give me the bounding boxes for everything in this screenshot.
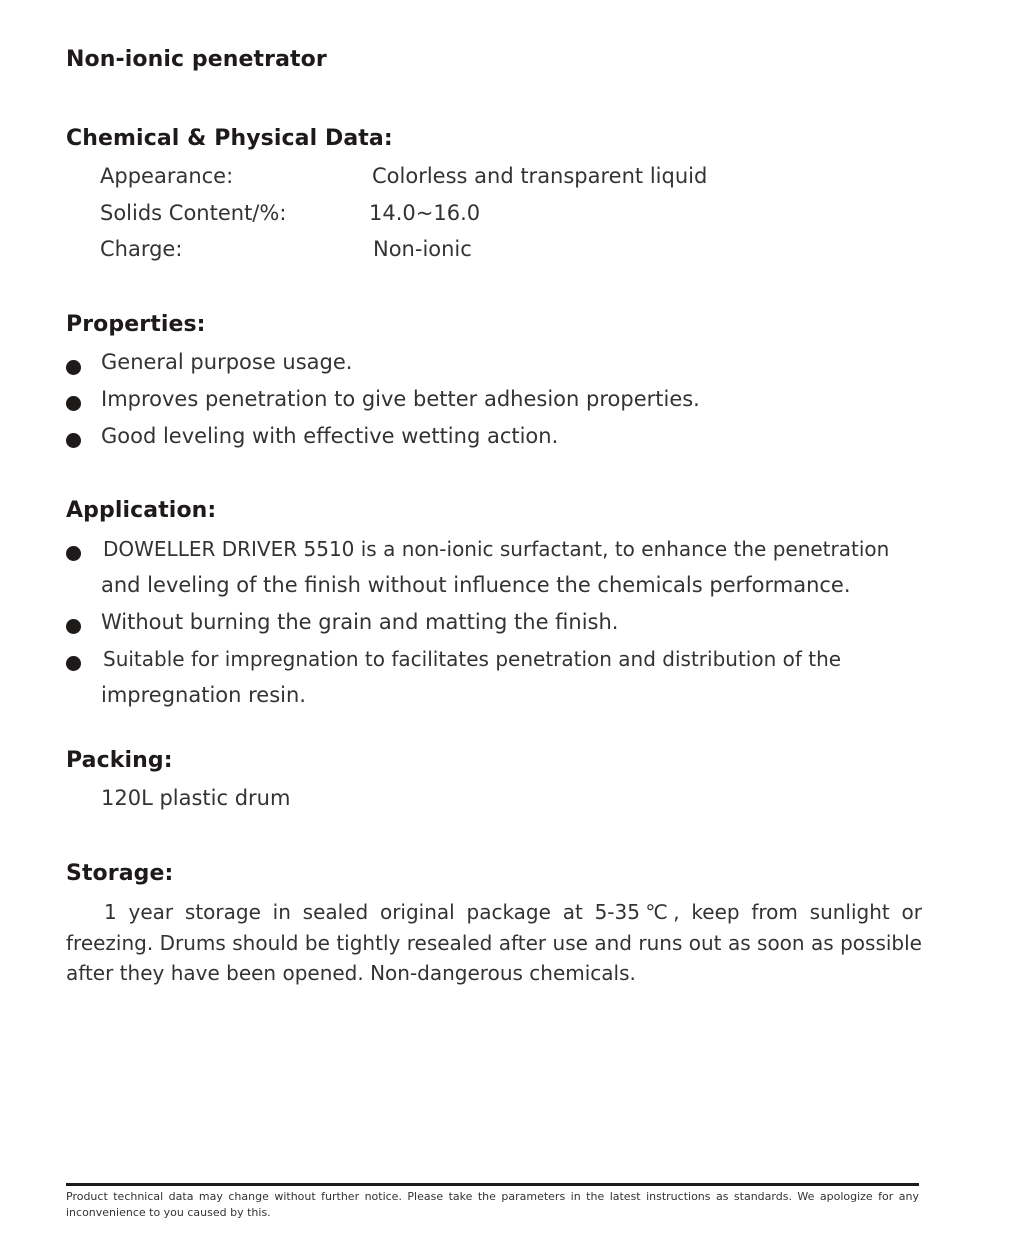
charge-value: Non-ionic — [373, 237, 472, 261]
application-item-line: impregnation resin. — [101, 683, 306, 707]
application-item-line: Suitable for impregnation to facilitates penetration and distribution of the — [103, 647, 842, 671]
chemical-physical-heading: Chemical & Physical Data: — [66, 126, 393, 151]
packing-text: 120L plastic drum — [101, 786, 291, 810]
appearance-value: Colorless and transparent liquid — [372, 164, 708, 188]
bullet-icon — [66, 619, 81, 634]
solids-content-value: 14.0~16.0 — [369, 201, 481, 225]
bullet-icon — [66, 396, 81, 411]
product-type-title: Non-ionic penetrator — [66, 47, 327, 72]
solids-content-label: Solids Content/%: — [100, 201, 287, 225]
application-heading: Application: — [66, 498, 217, 523]
packing-heading: Packing: — [66, 748, 173, 773]
property-item: Improves penetration to give better adhesion properties. — [101, 387, 700, 411]
appearance-label: Appearance: — [100, 164, 234, 188]
properties-heading: Properties: — [66, 312, 206, 337]
application-item-line: DOWELLER DRIVER 5510 is a non-ionic surfactant, to enhance the penetration — [103, 537, 890, 561]
bullet-icon — [66, 433, 81, 448]
footer-divider — [66, 1183, 919, 1186]
footer-disclaimer: Product technical data may change without further notice. Please take the parameters in the latest instructions as standards. We apologize for any inconvenience to you caused by this. — [66, 1190, 919, 1219]
charge-label: Charge: — [100, 237, 183, 261]
storage-heading: Storage: — [66, 861, 174, 886]
bullet-icon — [66, 656, 81, 671]
bullet-icon — [66, 360, 81, 375]
property-item: Good leveling with effective wetting action. — [101, 424, 559, 448]
application-item-line: and leveling of the finish without influence the chemicals performance. — [101, 573, 851, 597]
bullet-icon — [66, 546, 81, 561]
property-item: General purpose usage. — [101, 350, 353, 374]
storage-text: 1 year storage in sealed original package at 5-35℃, keep from sunlight or freezing. Drums should be tightly resealed after use and runs out as soon as possible after they have been opened. Non-dangerous chemicals. — [66, 900, 922, 985]
application-item-line: Without burning the grain and matting the finish. — [101, 610, 619, 634]
